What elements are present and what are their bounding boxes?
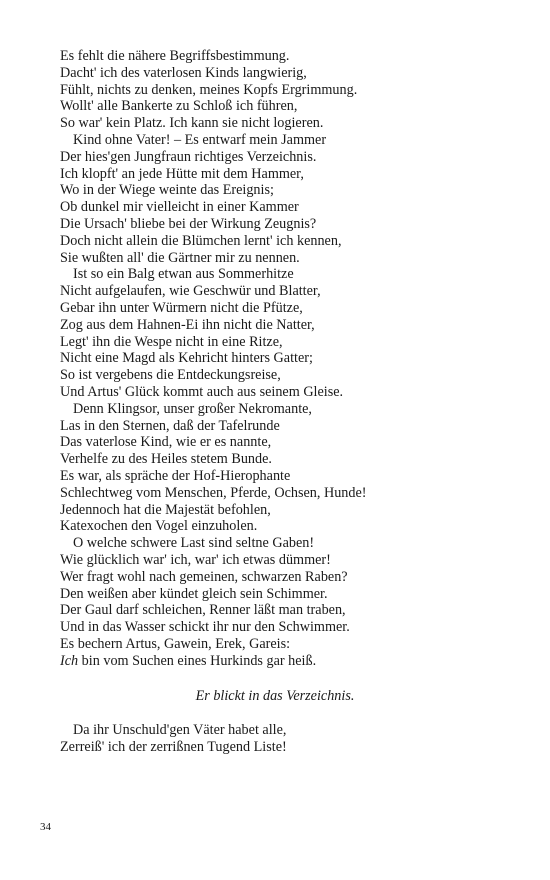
verse-line: Es war, als spräche der Hof-Hierophante [60, 467, 291, 484]
verse-line: Zerreiß' ich der zerrißnen Tugend Liste! [60, 738, 287, 755]
verse-line: Kind ohne Vater! – Es entwarf mein Jammer [73, 131, 327, 148]
verse-line: Der hies'gen Jungfraun richtiges Verzeichnis. [60, 148, 317, 165]
verse-line: Fühlt, nichts zu denken, meines Kopfs Ergrimmung. [60, 81, 358, 98]
verse-line: Legt' ihn die Wespe nicht in eine Ritze, [60, 333, 283, 350]
verse-line: Katexochen den Vogel einzuholen. [60, 518, 258, 535]
verse-line: Las in den Sternen, daß der Tafelrunde [60, 417, 280, 434]
coda-block [60, 722, 530, 756]
verse-line: Die Ursach' bliebe bei der Wirkung Zeugnis? [60, 215, 317, 232]
verse-line: Und in das Wasser schickt ihr nur den Schwimmer. [60, 619, 350, 636]
verse-line-last [60, 653, 530, 670]
verse-line: Da ihr Unschuld'gen Väter habet alle, [73, 722, 287, 738]
verse-line: Doch nicht allein die Blümchen lernt' ich kennen, [60, 232, 342, 249]
verse-line: Wo in der Wiege weinte das Ereignis; [60, 182, 274, 199]
verse-line: Es fehlt die nähere Begriffsbestimmung. [60, 48, 290, 64]
verse-line: O welche schwere Last sind seltne Gaben! [73, 535, 315, 552]
verse-line: Es bechern Artus, Gawein, Erek, Gareis: [60, 635, 291, 652]
verse-block [60, 48, 530, 669]
verse-line: So ist vergebens die Entdeckungsreise, [60, 367, 281, 384]
emphasized-word: Ich [60, 652, 79, 669]
verse-line: Nicht eine Magd als Kehricht hinters Gatter; [60, 350, 313, 367]
verse-line: Das vaterlose Kind, wie er es nannte, [60, 434, 272, 451]
page-number: 34 [40, 821, 51, 833]
verse-line: Der Gaul darf schleichen, Renner läßt man traben, [60, 602, 346, 619]
verse-line: Ob dunkel mir vielleicht in einer Kammer [60, 199, 299, 216]
verse-line: Dacht' ich des vaterlosen Kinds langwierig, [60, 64, 307, 81]
verse-line: Ich klopft' an jede Hütte mit dem Hammer, [60, 165, 304, 182]
verse-line: Denn Klingsor, unser großer Nekromante, [73, 400, 312, 417]
stage-direction: Er blickt in das Verzeichnis. [195, 688, 355, 704]
verse-line: Ist so ein Balg etwan aus Sommerhitze [73, 266, 294, 283]
verse-line: Wer fragt wohl nach gemeinen, schwarzen Raben? [60, 568, 348, 585]
verse-line: Schlechtweg vom Menschen, Pferde, Ochsen, Hunde! [60, 484, 367, 501]
verse-line: Jedennoch hat die Majestät befohlen, [60, 501, 271, 518]
verse-line: Und Artus' Glück kommt auch aus seinem Gleise. [60, 383, 344, 400]
verse-line: Gebar ihn unter Würmern nicht die Pfütze, [60, 299, 303, 316]
verse-line: So war' kein Platz. Ich kann sie nicht logieren. [60, 115, 324, 132]
verse-line: Wollt' alle Bankerte zu Schloß ich führen, [60, 98, 298, 115]
verse-line: Zog aus dem Hahnen-Ei ihn nicht die Natter, [60, 316, 315, 333]
verse-line: Den weißen aber kündet gleich sein Schimmer. [60, 585, 328, 602]
verse-line: Verhelfe zu des Heiles stetem Bunde. [60, 451, 272, 468]
verse-line: Sie wußten all' die Gärtner mir zu nennen. [60, 249, 300, 266]
verse-line: Wie glücklich war' ich, war' ich etwas dümmer! [60, 551, 331, 568]
verse-line-rest: bin vom Suchen eines Hurkinds gar heiß. [78, 652, 317, 669]
verse-line: Nicht aufgelaufen, wie Geschwür und Blatter, [60, 283, 321, 300]
